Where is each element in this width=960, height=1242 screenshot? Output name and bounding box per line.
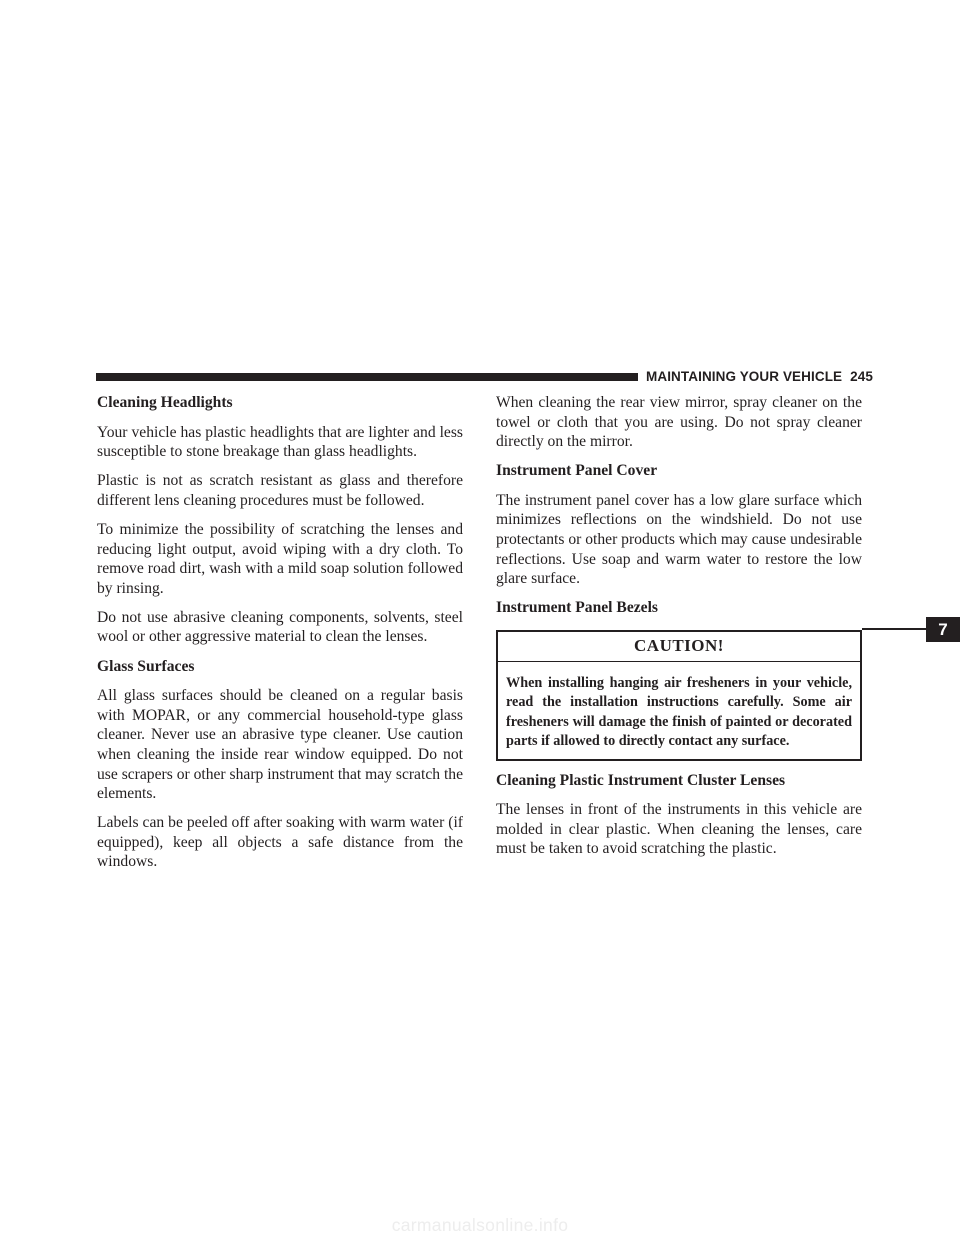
heading-instrument-panel-bezels: Instrument Panel Bezels (496, 599, 658, 617)
paragraph: The instrument panel cover has a low glare surface which minimizes reflections on the windshield. Do not use protectants or other products which may cause undesirable reflections. Use soap and warm water to restore the low glare surface. (496, 491, 862, 588)
heading-instrument-panel-cover: Instrument Panel Cover (496, 462, 658, 480)
caution-box (496, 630, 862, 761)
paragraph: Your vehicle has plastic headlights that are lighter and less susceptible to stone breakage than glass headlights. (97, 423, 463, 461)
paragraph: The lenses in front of the instruments in this vehicle are molded in clear plastic. When cleaning the lenses, care must be taken to avoid scratching the plastic. (496, 801, 862, 858)
caution-title: CAUTION! (498, 632, 860, 662)
paragraph: When cleaning the rear view mirror, spray cleaner on the towel or cloth that you are using. Do not spray cleaner directly on the mirror. (496, 394, 862, 451)
heading-glass-surfaces: Glass Surfaces (97, 657, 195, 675)
paragraph: To minimize the possibility of scratching the lenses and reducing light output, avoid wiping with a dry cloth. To remove road dirt, wash with a mild soap solution followed by rinsing. (97, 520, 463, 597)
heading-cleaning-headlights: Cleaning Headlights (97, 394, 233, 411)
chapter-tab-rule (862, 628, 926, 630)
right-column (496, 393, 862, 868)
chapter-tab: 7 (926, 617, 960, 642)
paragraph: Do not use abrasive cleaning components, solvents, steel wool or other aggressive material to clean the lenses. (97, 608, 463, 646)
watermark: carmanualsonline.info (391, 1215, 569, 1235)
paragraph: Plastic is not as scratch resistant as glass and therefore different lens cleaning procedures must be followed. (97, 472, 463, 509)
header-rule (96, 373, 638, 381)
page-number: 245 (850, 369, 873, 384)
caution-text: When installing hanging air fresheners in your vehicle, read the installation instructions carefully. Some air fresheners will damage the finish of painted or decorated parts if allowed to directly contact any surface. (506, 674, 852, 750)
running-header (646, 369, 873, 384)
section-title: MAINTAINING YOUR VEHICLE (646, 369, 843, 384)
heading-cluster-lenses: Cleaning Plastic Instrument Cluster Lenses (496, 771, 786, 789)
left-column (97, 393, 463, 881)
paragraph: All glass surfaces should be cleaned on a regular basis with MOPAR, or any commercial household-type glass cleaner. Never use an abrasive type cleaner. Use caution when cleaning the inside rear window equipped. Do not use scrapers or other sharp instrument that may scratch the elements. (97, 687, 463, 803)
paragraph: Labels can be peeled off after soaking with warm water (if equipped), keep all objects a safe distance from the windows. (97, 814, 463, 871)
